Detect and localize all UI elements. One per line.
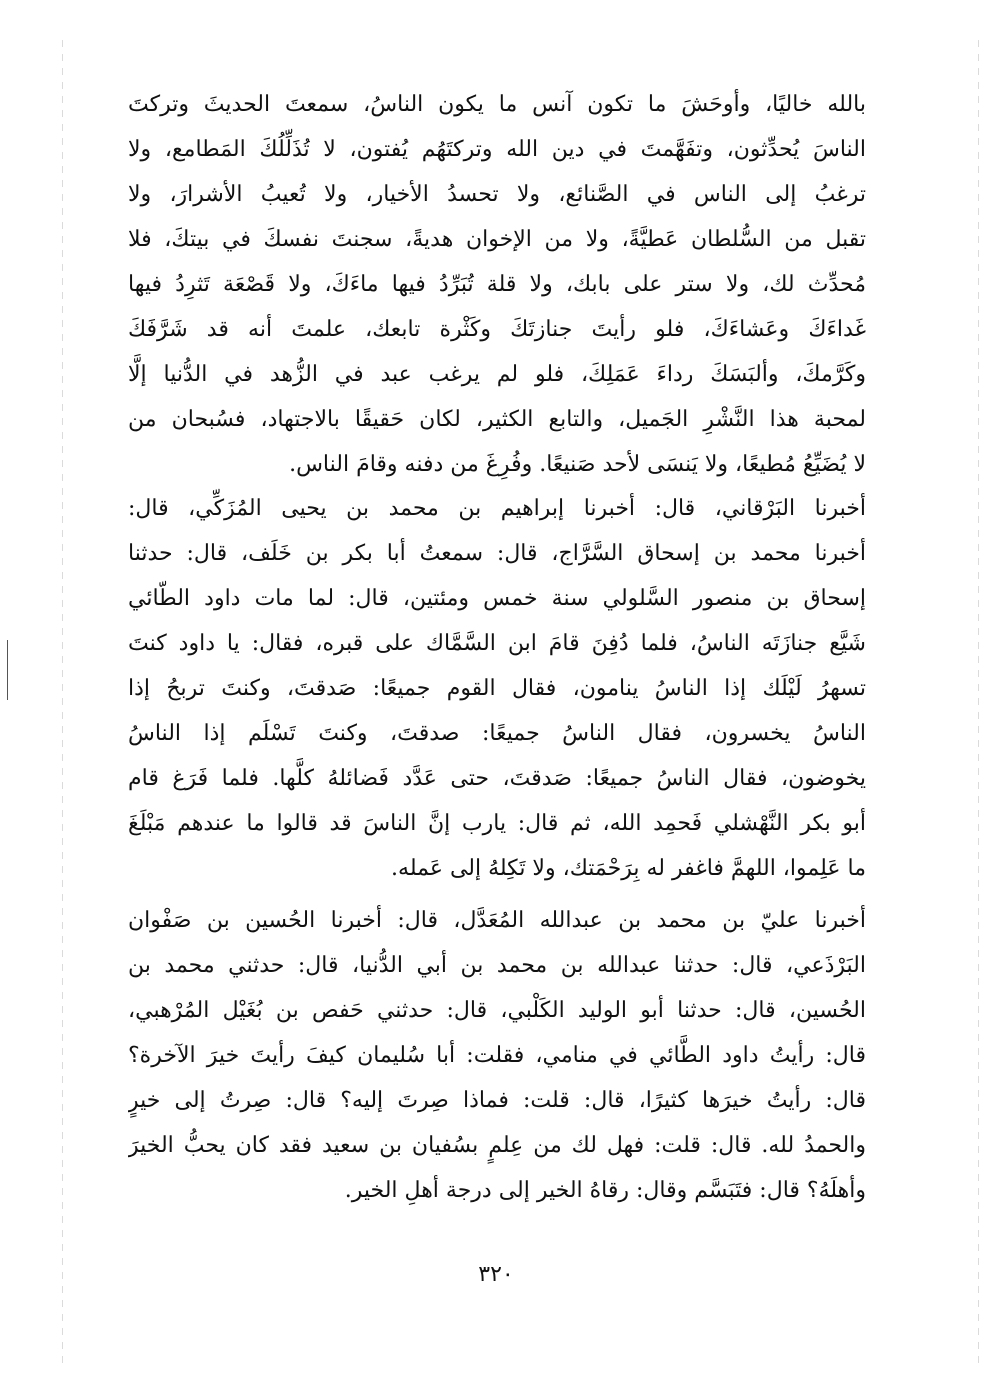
margin-mark <box>7 640 8 700</box>
text-line: وكَرَّمكَ، وألبَسَكَ رداءَ عَمَلِكَ، فلو لم يرغب عبد في الزُّهد في الدُّنيا إلَّا <box>128 362 866 387</box>
paragraph-3 <box>128 898 866 1213</box>
text-line: مُحدِّث لك، ولا ستر على بابك، ولا قلة تُبَرِّدُ فيها ماءَكَ، ولا قَصْعَة تَثرِدُ فيها <box>128 272 866 297</box>
text-line: لا يُضَيِّعُ مُطيعًا، ولا يَنسَى لأحد صَنيعًا. وفُرِغَ من دفنه وقامَ الناس. <box>289 452 866 477</box>
text-line: شَيَّع جنازَتَه الناسُ، فلما دُفِنَ قامَ ابن السَّمَّاك على قبره، فقال: يا داود كنتَ <box>128 631 866 656</box>
text-line: ما عَلِموا، اللهمَّ فاغفر له بِرَحْمَتك، ولا تَكِلهُ إلى عَمله. <box>391 856 866 881</box>
scan-dot-artifact <box>62 40 63 1370</box>
text-line: قال: رأيتُ خيرَها كثيرًا، قال: قلت: فماذا صِرتَ إليه؟ قال: صِرتُ إلى خيرٍ <box>128 1088 866 1113</box>
text-line: وأهلَهُ؟ قال: فتَبَسَّم وقال: رقاهُ الخير إلى درجة أهلِ الخير. <box>344 1178 866 1203</box>
text-line: والحمدُ لله. قال: قلت: فهل لك من عِلمٍ بسُفيان بن سعيد فقد كان يحبُّ الخيرَ <box>128 1133 866 1158</box>
paragraph-1 <box>128 82 866 487</box>
text-line: بالله خاليًا، وأوحَشَ ما تكون آنس ما يكون الناسُ، سمعتَ الحديثَ وتركتَ <box>128 92 866 117</box>
text-line: الناسُ يخسرون، فقال الناسُ جميعًا: صدقتَ، وكنتَ تَسْلَم إذا الناسُ <box>128 721 866 746</box>
text-line: أخبرنا محمد بن إسحاق السَّرَّاج، قال: سمعتُ أبا بكر بن خَلَف، قال: حدثنا <box>128 541 866 566</box>
page-number: ٣٢٠ <box>478 1262 514 1287</box>
text-line: أبو بكر النَّهْشلي فَحمِد الله، ثم قال: يارب إنَّ الناسَ قد قالوا ما عندهم مَبْلَغَ <box>128 811 866 836</box>
text-line: أخبرنا عليّ بن محمد بن عبدالله المُعَدَّل، قال: أخبرنا الحُسين بن صَفْوان <box>128 908 866 933</box>
text-line: الناسَ يُحدِّثون، وتفَهَّمتَ في دين الله وتركتَهُم يُفتون، لا تُذَلِّلُكَ المَطامع، ولا <box>128 137 866 162</box>
text-line: ترغبُ إلى الناس في الصَّنائع، ولا تحسدُ الأخيار، ولا تُعيبُ الأشرارَ، ولا <box>128 182 866 207</box>
text-line: يخوضون، فقال الناسُ جميعًا: صَدقتَ، حتى عَدَّد فَضائلهُ كلَّها. فلما فَرَغ قام <box>128 766 866 791</box>
text-line: لمحبة هذا النَّشْرِ الجَميل، والتابع الكثير، لكان حَقيقًا بالاجتهاد، فسُبحان من <box>128 407 866 432</box>
text-line: أخبرنا البَرْقاني، قال: أخبرنا إبراهيم بن محمد بن يحيى المُزَكِّي، قال: <box>128 496 866 521</box>
text-line: تسهرُ لَيْلَك إذا الناسُ ينامون، فقال القوم جميعًا: صَدقتَ، وكنتَ تربحُ إذا <box>128 676 866 701</box>
text-line: الحُسين، قال: حدثنا أبو الوليد الكَلْبي، قال: حدثني حَفص بن بُغَيْل المُرْهبي، <box>128 998 866 1023</box>
text-line: قال: رأيتُ داود الطَّائي في منامي، فقلت: أبا سُليمان كيفَ رأيتَ خيرَ الآخرة؟ <box>128 1043 866 1068</box>
scan-dot-artifact <box>978 40 979 1370</box>
paragraph-2 <box>128 486 866 891</box>
text-line: تقبل من السُّلطان عَطيَّةً، ولا من الإخوان هديةً، سجنتَ نفسكَ في بيتكَ، فلا <box>128 227 866 252</box>
text-line: إسحاق بن منصور السَّلولي سنة خمس ومئتين، قال: لما مات داود الطّائي <box>128 586 866 611</box>
text-line: البَرْذَعي، قال: حدثنا عبدالله بن محمد بن أبي الدُّنيا، قال: حدثني محمد بن <box>128 953 866 978</box>
text-line: غَداءَكَ وعَشاءَكَ، فلو رأيتَ جنازتَكَ وكَثْرة تابعك، علمتَ أنه قد شَرَّفَكَ <box>128 317 866 342</box>
